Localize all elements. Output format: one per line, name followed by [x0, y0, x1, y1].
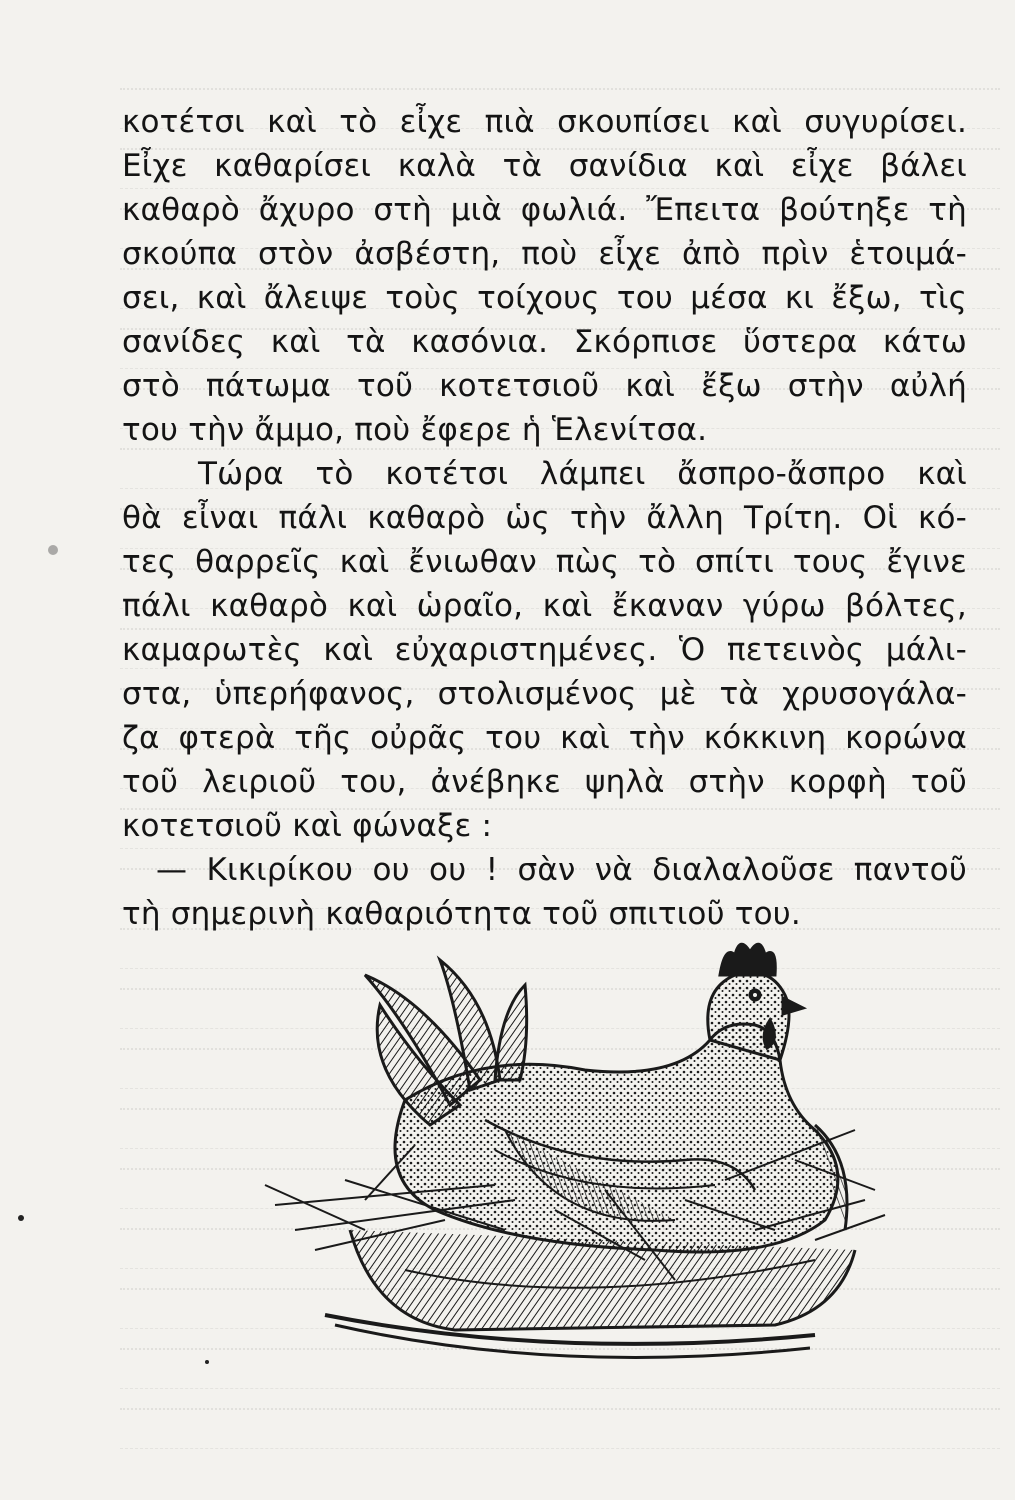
text-line: θὰ εἶναι πάλι καθαρὸ ὡς τὴν ἄλλη Τρίτη. Οἱ κό- [122, 500, 967, 536]
text-line: σκούπα στὸν ἀσβέστη, ποὺ εἶχε ἀπὸ πρὶν ἑτοιμά- [122, 236, 967, 272]
print-speck [48, 545, 58, 555]
text-line: του τὴν ἄμμο, ποὺ ἔφερε ἡ Ἑλενίτσα. [122, 412, 708, 448]
body-text [122, 100, 967, 936]
text-line: στὸ πάτωμα τοῦ κοτετσιοῦ καὶ ἔξω στὴν αὐλή [122, 368, 967, 404]
text-line: καμαρωτὲς καὶ εὐχαριστημένες. Ὁ πετεινὸς μάλι- [122, 632, 967, 668]
text-line: τὴ σημερινὴ καθαριότητα τοῦ σπιτιοῦ του. [122, 896, 801, 932]
text-line: τες θαρρεῖς καὶ ἔνιωθαν πὼς τὸ σπίτι τους ἔγινε [122, 544, 967, 580]
text-line: καθαρὸ ἄχυρο στὴ μιὰ φωλιά. Ἔπειτα βούτηξε τὴ [122, 192, 967, 228]
text-line: ζα φτερὰ τῆς οὐρᾶς του καὶ τὴν κόκκινη κορώνα [122, 720, 967, 756]
text-line: πάλι καθαρὸ καὶ ὡραῖο, καὶ ἔκαναν γύρω βόλτες, [122, 588, 967, 624]
dialogue-line: — Κικιρίκου ου ου ! σὰν νὰ διαλαλοῦσε παντοῦ [156, 852, 967, 888]
paragraph-start-line: Τώρα τὸ κοτέτσι λάμπει ἄσπρο-ἄσπρο καὶ [198, 456, 967, 492]
hen-head [708, 944, 803, 1060]
text-line: στα, ὑπερήφανος, στολισμένος μὲ τὰ χρυσογάλα- [122, 676, 967, 712]
hen-on-nest-icon [255, 930, 895, 1400]
print-speck [205, 1360, 209, 1364]
text-line: κοτέτσι καὶ τὸ εἶχε πιὰ σκουπίσει καὶ συγυρίσει. [122, 104, 967, 140]
text-line: Εἶχε καθαρίσει καλὰ τὰ σανίδια καὶ εἶχε βάλει [122, 148, 967, 184]
text-line: σανίδες καὶ τὰ κασόνια. Σκόρπισε ὕστερα κάτω [122, 324, 967, 360]
print-speck [18, 1215, 24, 1221]
text-line: σει, καὶ ἄλειψε τοὺς τοίχους του μέσα κι ἔξω, τὶς [122, 280, 967, 316]
text-line: κοτετσιοῦ καὶ φώναξε : [122, 808, 493, 844]
text-line: τοῦ λειριοῦ του, ἀνέβηκε ψηλὰ στὴν κορφὴ τοῦ [122, 764, 967, 800]
